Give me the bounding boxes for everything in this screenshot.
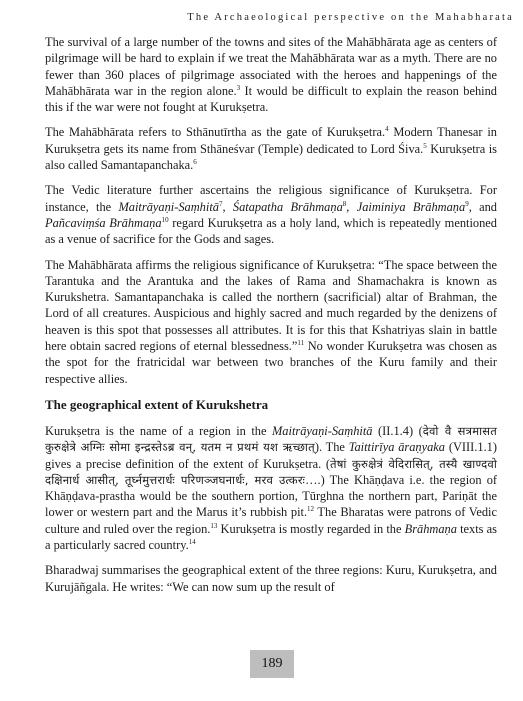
p3-text: The Vedic literature further ascertains the religious significance of Kurukṣetra. For instance, the [45,183,497,214]
footnote-ref: 4 [385,125,389,134]
p6-text: Bharadwaj summarises the geographical extent of the three regions: Kuru, Kurukṣetra, and Kurujāñgala. He writes: “We can now sum up the result of [45,563,497,594]
text-title: Pañcaviṃśa Brāhmaṇa [45,215,162,230]
text-title: Śatapatha Brāhmaṇa [232,199,343,214]
p5-text: (II.1.4) ( [372,423,423,438]
p5-text: Kurukṣetra is mostly regarded in the [217,521,405,536]
footnote-ref: 11 [297,338,305,347]
p1-text: The survival of a large number of the towns and sites of the Mahābhārata age as centers of pilgrimage will be hard to explain if we treat the Mahābhārata war as a myth. There are no fewer than 360 places of pilgrimage associated with the heroes and happenings of the Mahābhārata war in the region alone. [45,35,497,98]
separator: , and [468,199,498,214]
paragraph-1 [45,34,497,115]
p1-text-cont: It would be difficult to explain the reason behind this if the war were not fought at Kurukṣetra. [45,83,497,115]
paragraph-6 [45,562,497,595]
p2-text-cont-2: Kurukṣetra is also called Samantapanchaka. [45,141,498,173]
p5-text: Kurukṣetra is the name of a region in the [45,423,272,438]
separator: , [346,199,357,214]
footnote-ref: 14 [188,537,196,546]
text-title: Brāhmaṇa [404,521,457,536]
p5-text: ). The [314,440,349,455]
p5-text: (VIII.1.1) gives a precise definition of the extent of Kurukṣetra. ( [45,440,497,471]
paragraph-5 [45,423,497,553]
text-title: Jaiminiya Brāhmaṇa [356,199,466,214]
text-title: Maitrāyaṇi-Saṃhitā [271,423,373,438]
running-head: The Archaeological perspective on the Mahabharata [187,12,514,23]
footnote-ref: 10 [161,215,169,224]
paragraph-3 [45,182,497,247]
footnote-ref: 6 [193,157,197,166]
footnote-ref: 9 [465,199,469,208]
footnote-ref: 8 [342,199,347,208]
p3-text-cont: regard Kurukṣetra as a holy land, which is repeatedly mentioned as a venue of sacrifice for the Gods and sages. [45,215,497,247]
section-heading: The geographical extent of Kurukshetra [45,396,269,412]
sanskrit-quote: तेषां कुरुक्षेत्रं वेदिरासित्, तस्यै खाण्दवो दक्षिनार्ध आसीत्, तूर्घ्नमुत्तरार्धः परिणञ्जघनार्धः, मरव उत्करः [45,456,497,487]
text-title: Maitrāyaṇi-Saṃhitā [118,199,219,214]
separator: , [222,199,233,214]
p5-text: The Bharatas were patrons of Vedic culture and ruled over the region. [45,505,497,536]
footnote-ref: 3 [236,83,241,92]
p5-text: texts as a particularly sacred country. [45,521,497,553]
p4-text-cont: No wonder Kurukṣetra was chosen as the spot for the fratricidal war between two branches of the Kuru family and their respective allies. [45,339,497,386]
p2-text: The Mahābhārata refers to Sthānutīrtha as the gate of Kurukṣetra. [45,125,386,140]
footnote-ref: 12 [307,505,315,514]
paragraph-2 [45,124,497,173]
body-text [45,34,497,604]
sanskrit-quote: देवो वै सत्रमासत कुरुक्षेत्रे अग्निः सोमा इन्द्रस्तेऽब्र वन्, यतम न प्रथमं यश ऋच्छात् [45,423,497,455]
footnote-ref: 5 [423,141,427,150]
paragraph-4 [45,257,497,387]
page-number: 189 [250,650,294,678]
footnote-ref: 7 [218,199,223,208]
p4-text: The Mahābhārata affirms the religious significance of Kurukṣetra: “The space between the Tarantuka and the Arantuka and the lakes of Rama and Shamachakra is known as Kurukshetra. Samantapanchaka is called the northern (sacrificial) altar of Brahman, the Lord of all creatures. Auspicious and highly sacred and much regarded by the denizens of heaven is this spot that possesses all attributes. It is for this that Kshatriyas slain in battle here obtain sacred regions of eternal blessedness.” [45,257,497,354]
text-title: Taittirīya āraṇyaka [348,440,446,455]
p2-text-cont: Modern Thanesar in Kurukṣetra gets its name from Sthāneśvar (Temple) dedicated to Lord Śiva. [45,125,497,156]
footnote-ref: 13 [210,521,218,530]
p5-text: ….) The Khāṇḍava i.e. the region of Khāṇḍava-prastha would be the southern portion, Tūrghna the northern part, Pariṇāt the lower or western part and the Marus it’s rubbish pit. [45,472,498,520]
